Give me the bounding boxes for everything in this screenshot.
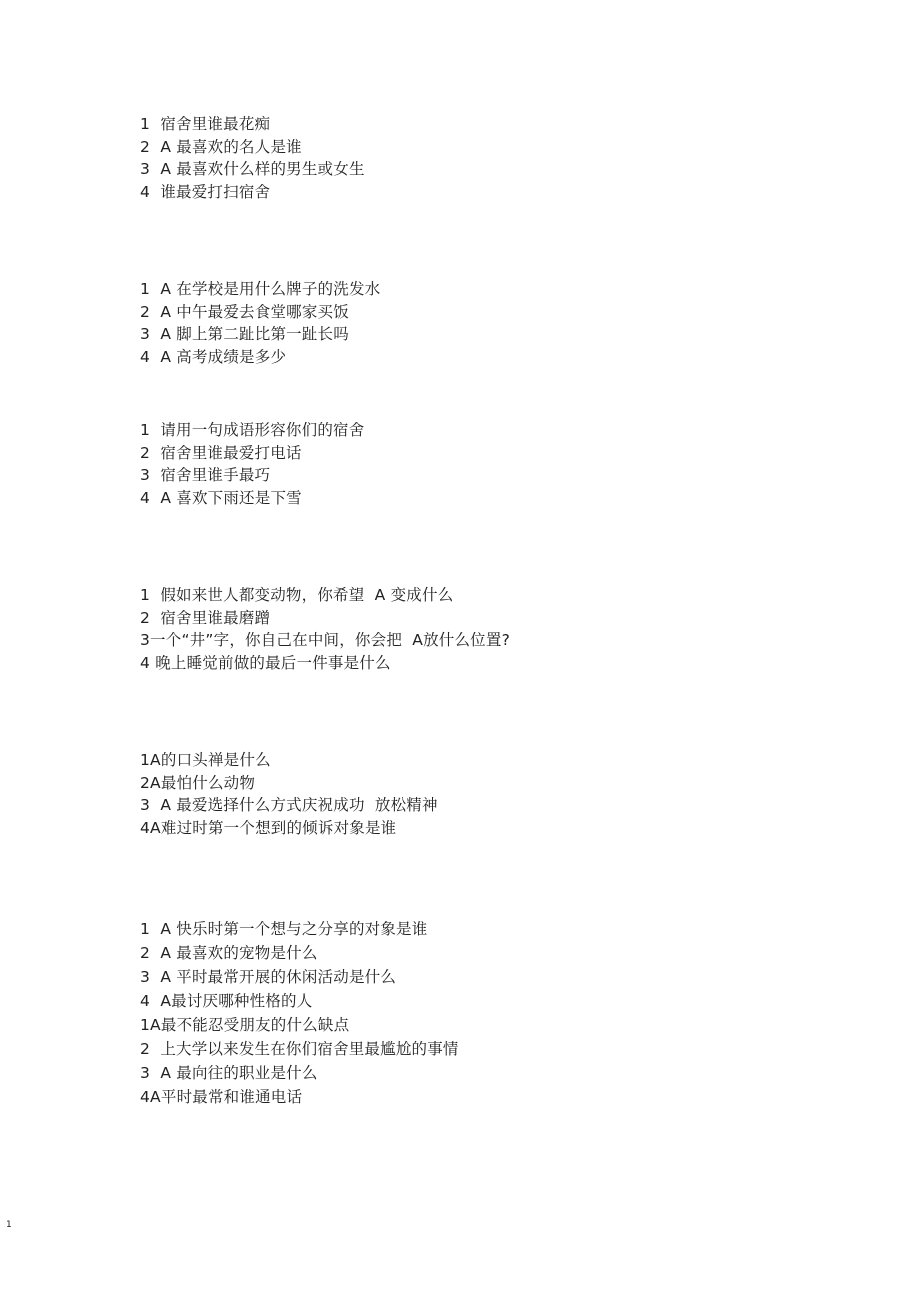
question-line: 1A的口头禅是什么 (140, 751, 271, 769)
question-line: 3 A 最爱选择什么方式庆祝成功 放松精神 (140, 796, 438, 814)
question-line: 1 宿舍里谁最花痴 (140, 115, 271, 133)
question-line: 4 A 喜欢下雨还是下雪 (140, 488, 302, 507)
question-line: 2A最怕什么动物 (140, 773, 256, 792)
question-group-5 (140, 749, 438, 839)
question-line: 4 谁最爱打扫宿舍 (140, 182, 271, 201)
question-line: 2 A 最喜欢的名人是谁 (140, 137, 302, 156)
question-line: 1 假如来世人都变动物，你希望 A 变成什么 (140, 586, 454, 604)
question-line: 4 A 高考成绩是多少 (140, 347, 287, 366)
question-line: 1 请用一句成语形容你们的宿舍 (140, 421, 365, 439)
question-line: 4 A最讨厌哪种性格的人 (140, 992, 313, 1010)
question-line: 4 晚上睡觉前做的最后一件事是什么 (140, 653, 391, 672)
question-line: 3 A 平时最常开展的休闲活动是什么 (140, 968, 397, 986)
page-number: 1 (6, 1220, 12, 1230)
question-line: 1A最不能忍受朋友的什么缺点 (140, 1016, 350, 1034)
question-group-4 (140, 584, 510, 674)
question-line: 2 宿舍里谁最爱打电话 (140, 443, 302, 462)
question-line: 2 上大学以来发生在你们宿舍里最尴尬的事情 (140, 1040, 459, 1058)
question-group-3 (140, 419, 364, 509)
question-group-1 (140, 113, 365, 203)
question-line: 2 A 中午最爱去食堂哪家买饭 (140, 302, 349, 321)
question-line: 2 A 最喜欢的宠物是什么 (140, 944, 318, 962)
question-line: 1 A 在学校是用什么牌子的洗发水 (140, 280, 381, 298)
question-line: 3 宿舍里谁手最巧 (140, 466, 271, 484)
question-line: 3 A 脚上第二趾比第一趾长吗 (140, 325, 349, 343)
question-line: 4A难过时第一个想到的倾诉对象是谁 (140, 818, 397, 837)
question-line: 3 A 最向往的职业是什么 (140, 1064, 318, 1082)
question-line: 1 A 快乐时第一个想与之分享的对象是谁 (140, 920, 428, 938)
question-line: 4A平时最常和谁通电话 (140, 1088, 303, 1106)
question-line: 2 宿舍里谁最磨蹭 (140, 608, 271, 627)
question-line: 3一个“井”字，你自己在中间，你会把 A放什么位置? (140, 631, 511, 649)
question-group-6 (140, 917, 459, 1109)
question-group-2 (140, 278, 380, 368)
question-line: 3 A 最喜欢什么样的男生或女生 (140, 160, 365, 178)
